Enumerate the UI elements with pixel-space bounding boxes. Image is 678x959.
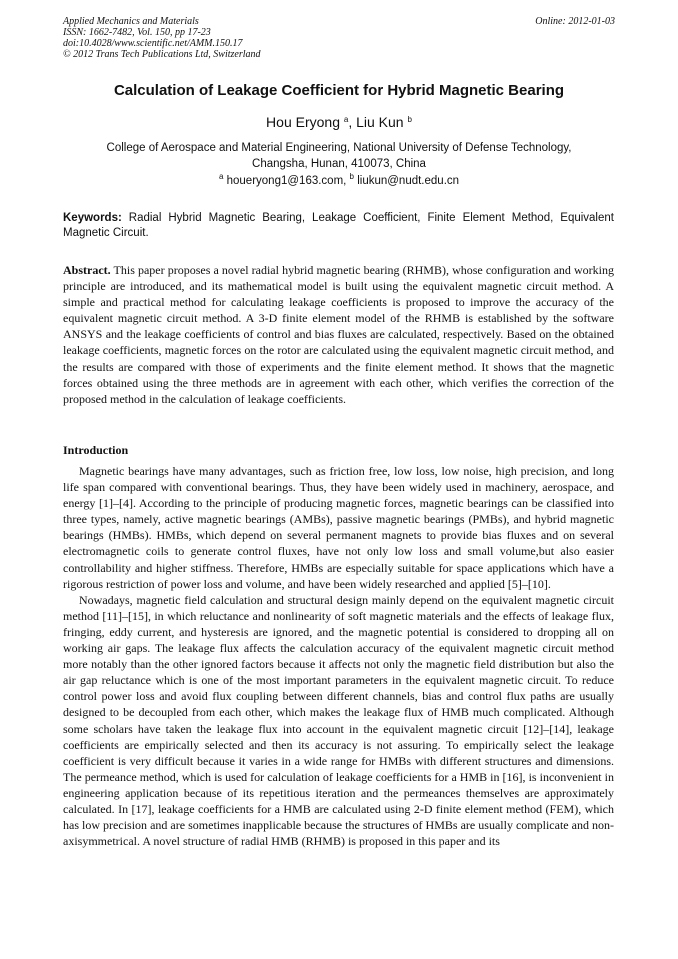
author-name: Hou Eryong — [266, 114, 340, 130]
paragraph: Magnetic bearings have many advantages, such as friction free, low loss, low noise, high precision, and long life span compared with conventional bearings. Thus, they have been widely used in machinery, aerospace, and energy [1]–[4]. According to the principle of producing magnetic forces, magnetic bearings can be classified into three types, namely, active magnetic bearings (AMBs), passive magnetic bearings (PMBs), and hybrid magnetic bearings (HMBs). HMBs, which depend on several permanent magnets to provide bias fluxes and on several electromagnetic coils to generate control fluxes, have not only low loss and small volume,but also easier controllability and higher stiffness. Therefore, HMBs are especially suitable for space applications which have a rigorous restriction of power loss and volume, and have been widely researched and applied [5]–[10]. — [63, 464, 614, 591]
introduction-body — [63, 463, 614, 849]
email-link[interactable]: houeryong1@163.com — [226, 175, 344, 187]
email-mark: a — [218, 172, 224, 181]
affiliation-line: Changsha, Hunan, 410073, China — [252, 158, 426, 170]
keywords — [63, 211, 614, 241]
section-heading: Introduction — [63, 443, 129, 457]
keywords-label: Keywords: — [63, 212, 122, 224]
journal-issn: ISSN: 1662-7482, Vol. 150, pp 17-23 — [63, 27, 211, 38]
affiliation-line: College of Aerospace and Material Engineering, National University of Defense Technology, — [106, 142, 572, 154]
journal-name: Applied Mechanics and Materials — [63, 16, 199, 27]
author-line — [63, 114, 615, 130]
journal-copyright: © 2012 Trans Tech Publications Ltd, Switzerland — [63, 49, 261, 60]
email-mark: b — [349, 172, 354, 181]
email-link[interactable]: liukun@nudt.edu.cn — [357, 175, 460, 187]
author-name: Liu Kun — [356, 114, 404, 130]
author-affiliation-mark: a — [343, 115, 349, 124]
journal-doi: doi:10.4028/www.scientific.net/AMM.150.17 — [63, 38, 243, 49]
email-line — [63, 172, 615, 187]
paragraph: Nowadays, magnetic field calculation and structural design mainly depend on the equivalent magnetic circuit method [11]–[15], in which reluctance and nonlinearity of soft magnetic materials and the effects of leakage flux, fringing, eddy current, and hysteresis are ignored, and the magnetic potential is considered to dropping all on working air gaps. The leakage flux affects the calculation accuracy of the equivalent magnetic circuit method more notably than the other ignored factors because it affects not only the magnetic field distribution but also the air gap reluctance which is one of the most important parameters in the equivalent magnetic circuit. To reduce control power loss and avoid flux coupling between different channels, bias and control flux paths are usually designed to be decoupled from each other, which makes the leakage flux of HMB much complicated. Although some scholars have taken the leakage flux into account in the equivalent magnetic circuit [12]–[14], leakage coefficients are empirically selected and then its accuracy is not assuring. To empirically select the leakage coefficient is very difficult because it varies in a wide range for HMBs with different structures and dimensions. The permeance method, which is used for calculation of leakage coefficients for a HMB in [16], is inconvenient in engineering application because of its repetitious iteration and the permeances themselves are approximately calculated. In [17], leakage coefficients for a HMB are calculated using 2-D finite element method (FEM), which has low precision and are sometimes inapplicable because the structures of HMBs are usually complicate and non-axisymmetrical. A novel structure of radial HMB (RHMB) is proposed in this paper and its — [63, 592, 614, 849]
journal-header — [63, 16, 615, 60]
abstract-label: Abstract. — [63, 263, 111, 277]
paper-title: Calculation of Leakage Coefficient for Hybrid Magnetic Bearing — [113, 82, 565, 99]
abstract-text: This paper proposes a novel radial hybrid magnetic bearing (RHMB), whose configuration and working principle are introduced, and its mathematical model is built using the equivalent magnetic circuit method. A simple and practical method for calculating leakage coefficients is proposed to improve the accuracy of the equivalent magnetic circuit method. A 3-D finite element model of the RHMB is established by the software ANSYS and the leakage coefficients of control and bias fluxes are calculated, respectively. Based on the obtained leakage coefficients, magnetic forces on the rotor are calculated using the equivalent magnetic circuit method, and the results are compared with those of experiments and the finite element method. It shows that the magnetic forces obtained using the three methods are in agreement with each other, which verifies the correction of the proposed method in the calculation of leakage coefficients. — [63, 263, 614, 406]
keywords-text: Radial Hybrid Magnetic Bearing, Leakage Coefficient, Finite Element Method, Equivalent Magnetic Circuit. — [63, 212, 614, 239]
email-separator: , — [343, 175, 350, 187]
affiliation — [63, 140, 615, 172]
author-affiliation-mark: b — [407, 115, 412, 124]
abstract — [63, 262, 614, 407]
online-date: Online: 2012-01-03 — [535, 16, 615, 27]
author-separator: , — [348, 114, 357, 130]
